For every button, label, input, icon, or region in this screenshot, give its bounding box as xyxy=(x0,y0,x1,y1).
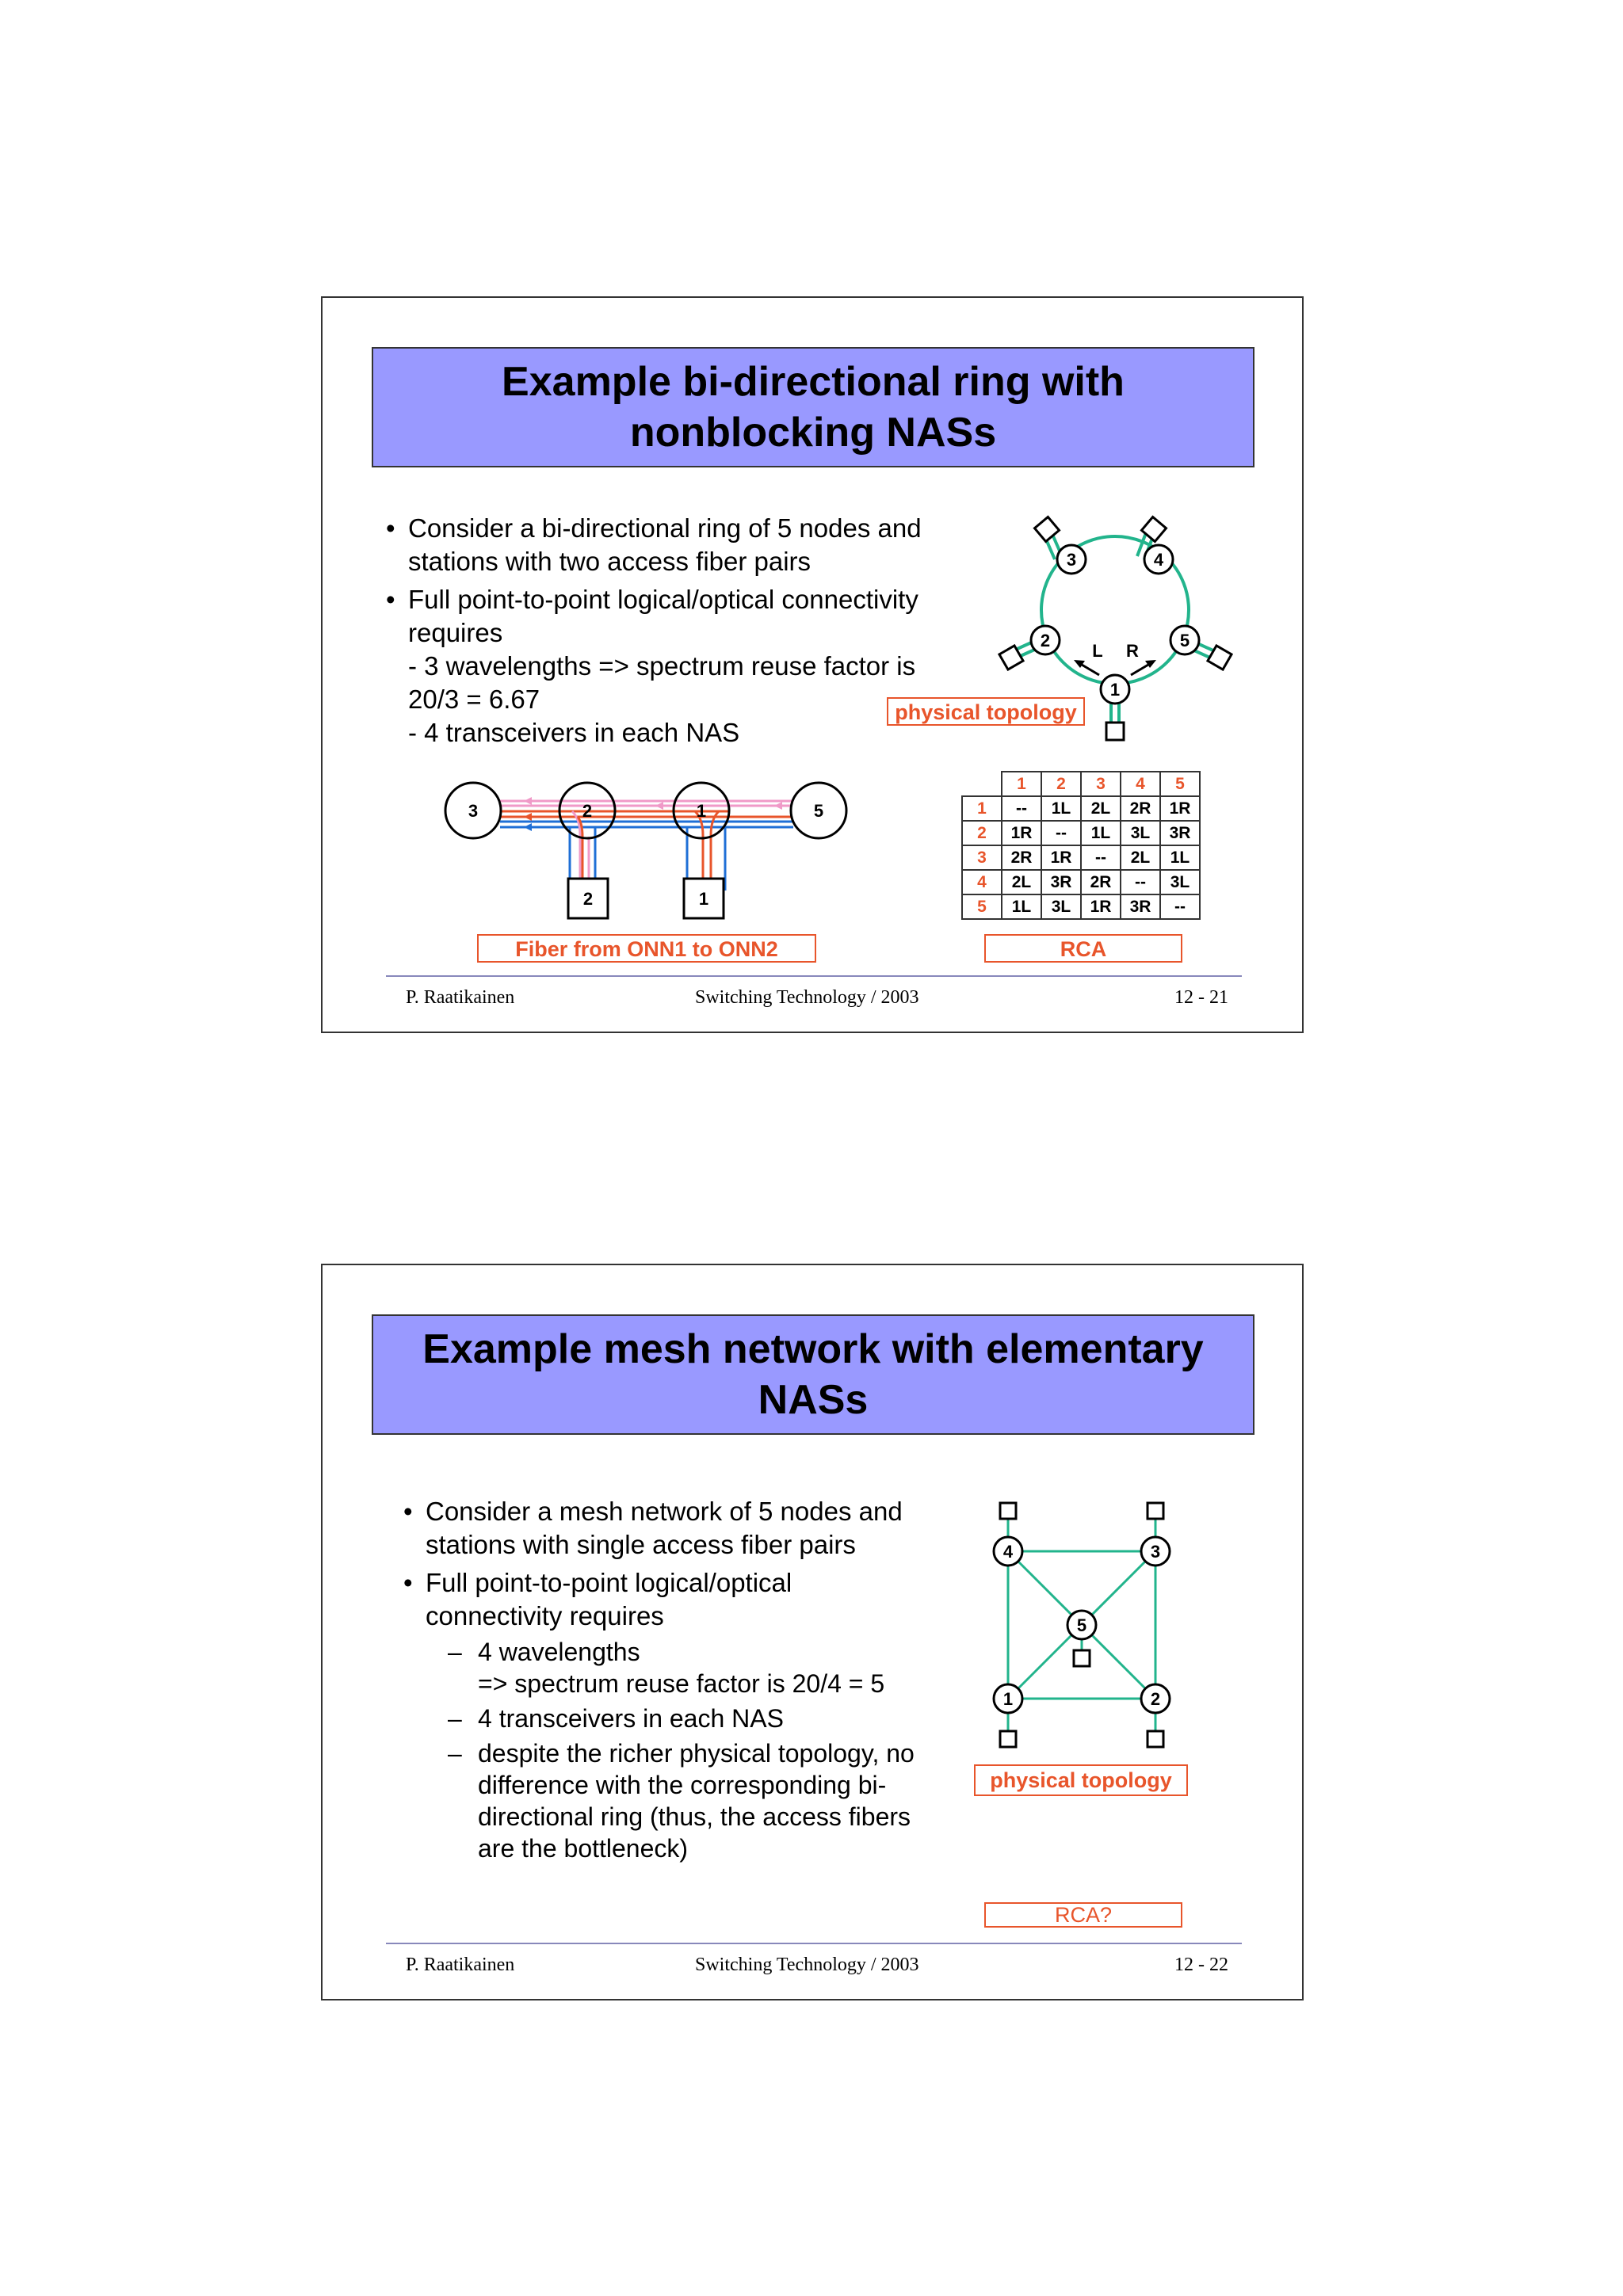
slide-12-22 xyxy=(321,1264,1304,2000)
fiber-node-2: 2 xyxy=(582,801,593,821)
station-box xyxy=(1148,1731,1163,1747)
station-box xyxy=(1074,1650,1090,1666)
svg-text:2: 2 xyxy=(1150,1689,1161,1709)
footer-divider xyxy=(386,1943,1242,1944)
table-row: 1 -- 1L 2L 2R 1R xyxy=(962,796,1200,821)
svg-text:2: 2 xyxy=(1040,631,1051,650)
svg-text:3: 3 xyxy=(1150,1542,1161,1562)
svg-text:1: 1 xyxy=(1002,1689,1014,1709)
table-row: 5 1L 3L 1R 3R -- xyxy=(962,894,1200,919)
fiber-node-5: 5 xyxy=(813,801,824,821)
table-row: 4 2L 3R 2R -- 3L xyxy=(962,870,1200,894)
rca-table xyxy=(961,771,1201,920)
sub-bullet-item: – 4 wavelengths => spectrum reuse factor is 20/4 = 5 xyxy=(426,1636,958,1699)
fiber-node-3: 3 xyxy=(468,801,479,821)
svg-text:4: 4 xyxy=(1002,1542,1014,1562)
station-box xyxy=(1148,1503,1163,1519)
rca-header-row: 1 2 3 4 5 xyxy=(962,772,1200,796)
ring-topology-caption: physical topology xyxy=(887,697,1085,726)
slide-12-21 xyxy=(321,296,1304,1033)
table-row: 2 1R -- 1L 3L 3R xyxy=(962,821,1200,845)
svg-text:1: 1 xyxy=(1109,680,1121,700)
footer-author: P. Raatikainen xyxy=(406,1955,515,1975)
footer-divider xyxy=(386,975,1242,977)
footer-author: P. Raatikainen xyxy=(406,987,515,1008)
bullet-item: • Consider a bi-directional ring of 5 nodes and stations with two access fiber pairs xyxy=(386,512,957,578)
table-row: 3 2R 1R -- 2L 1L xyxy=(962,845,1200,870)
right-direction-label: R xyxy=(1126,641,1139,661)
bullet-item: • Full point-to-point logical/optical connectivity requires - 3 wavelengths => spectrum reuse factor is 20/3 = 6.67 - 4 transceivers in each NAS xyxy=(386,583,957,749)
bullet-item: • Consider a mesh network of 5 nodes and stations with single access fiber pairs xyxy=(403,1495,958,1562)
sub-bullet-item: – despite the richer physical topology, no difference with the corresponding bi- directional ring (thus, the access fibers are the bottleneck) xyxy=(426,1737,958,1864)
svg-text:4: 4 xyxy=(1153,550,1164,570)
sub-bullet-item: – 4 transceivers in each NAS xyxy=(426,1703,958,1734)
ring-topology-diagram xyxy=(323,298,1305,1035)
footer-page-number: 12 - 21 xyxy=(1174,987,1228,1008)
rca-question-caption: RCA? xyxy=(984,1902,1182,1928)
station-box xyxy=(1106,723,1124,740)
fiber-caption: Fiber from ONN1 to ONN2 xyxy=(477,934,816,963)
slide-title: Example mesh network with elementary NASs xyxy=(372,1314,1254,1435)
mesh-topology-diagram xyxy=(323,1265,1305,2002)
svg-text:5: 5 xyxy=(1076,1615,1087,1635)
fiber-station-1: 1 xyxy=(698,889,709,909)
mesh-topology-caption: physical topology xyxy=(974,1764,1188,1796)
fiber-station-2: 2 xyxy=(582,889,594,909)
station-box xyxy=(1000,1731,1016,1747)
fiber-path-diagram xyxy=(445,783,846,918)
footer-page-number: 12 - 22 xyxy=(1174,1955,1228,1975)
svg-text:5: 5 xyxy=(1179,631,1190,650)
footer-course: Switching Technology / 2003 xyxy=(695,987,919,1008)
fiber-node-1: 1 xyxy=(696,801,707,821)
station-box xyxy=(1000,1503,1016,1519)
svg-text:3: 3 xyxy=(1066,550,1077,570)
bullet-item: • Full point-to-point logical/optical connectivity requires – 4 wavelengths => spectrum reuse factor is 20/4 = 5 – 4 transceivers in each NAS – despite the richer physical topology, no difference with the corresponding bi- directional ring (thus, the access fibers are the bottleneck) xyxy=(403,1566,958,1864)
rca-caption: RCA xyxy=(984,934,1182,963)
slide-title: Example bi-directional ring with nonblocking NASs xyxy=(372,347,1254,467)
left-direction-label: L xyxy=(1092,641,1103,661)
footer-course: Switching Technology / 2003 xyxy=(695,1955,919,1975)
